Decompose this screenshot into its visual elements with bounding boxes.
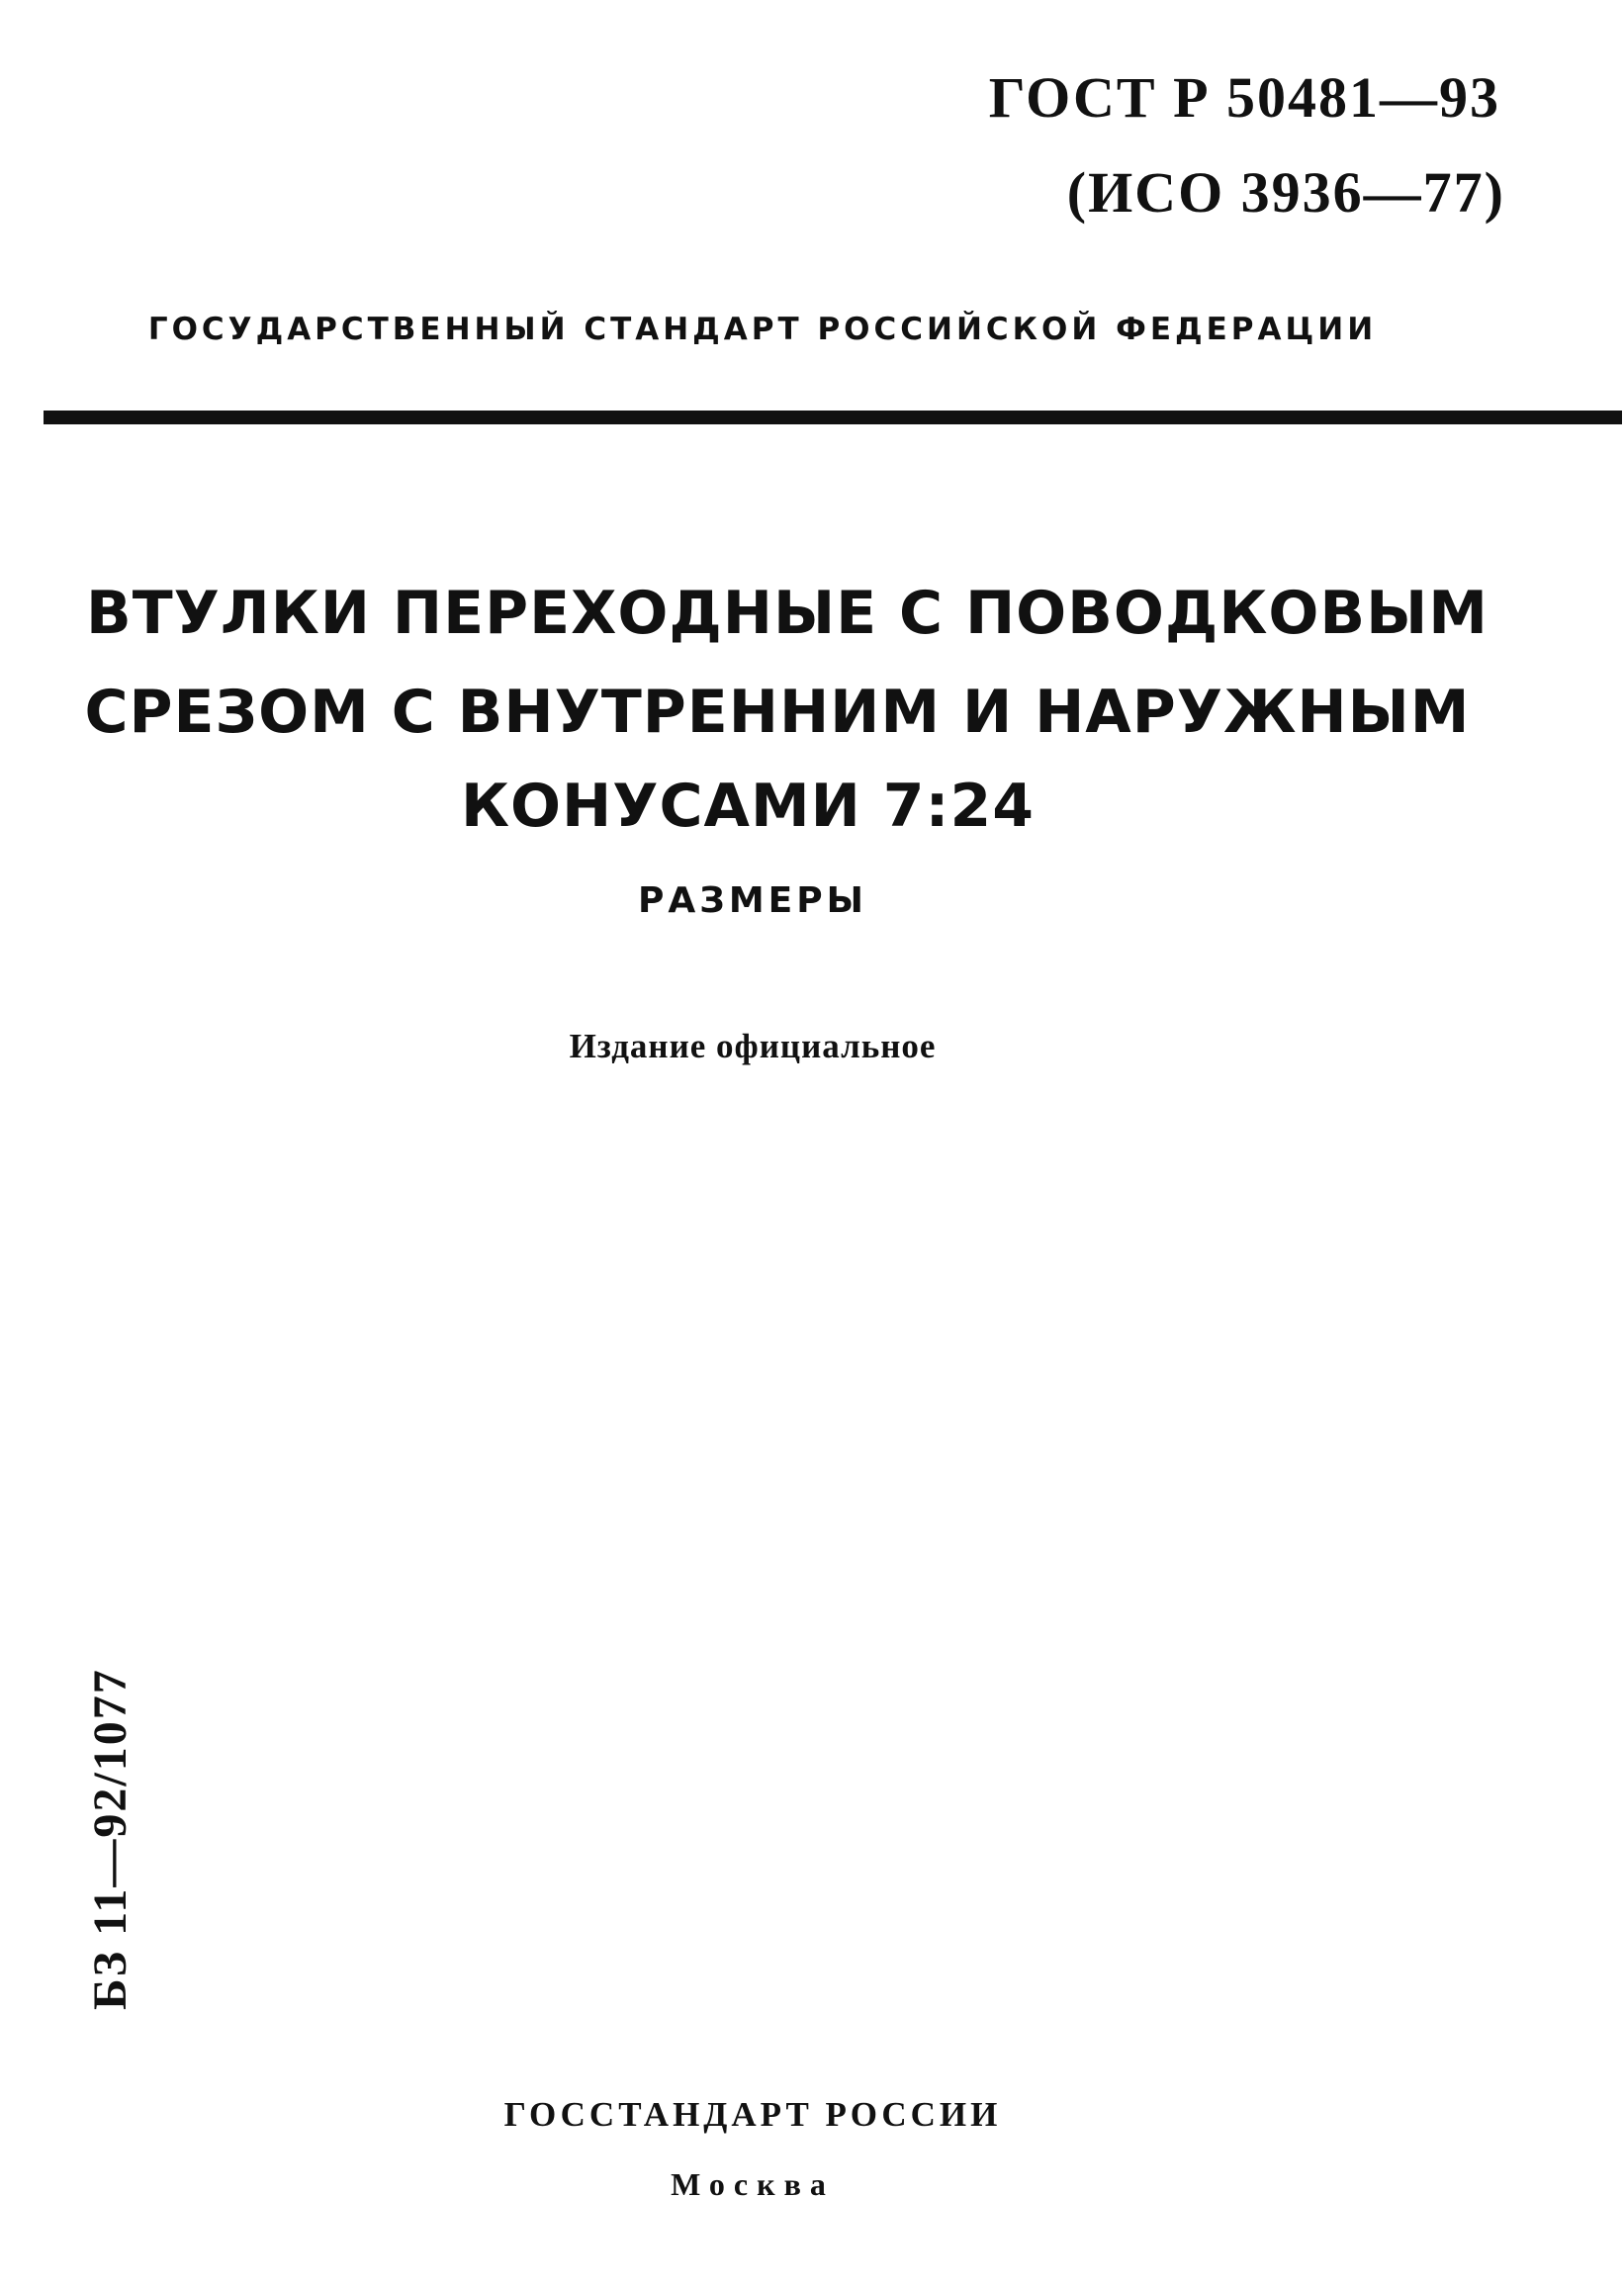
iso-number: (ИСО 3936—77): [1066, 160, 1505, 225]
document-title-line-2: СРЕЗОМ С ВНУТРЕННИМ И НАРУЖНЫМ: [84, 678, 1471, 747]
publisher-city: Москва: [671, 2166, 835, 2202]
document-title-line-1: ВТУЛКИ ПЕРЕХОДНЫЕ С ПОВОДКОВЫМ: [86, 579, 1489, 648]
edition-note: Издание официальное: [569, 1027, 937, 1065]
horizontal-rule: [44, 411, 1622, 424]
publisher-name: ГОССТАНДАРТ РОССИИ: [503, 2095, 1002, 2134]
document-subtitle: РАЗМЕРЫ: [638, 880, 867, 921]
side-code: БЗ 11—92/1077: [84, 1668, 136, 2010]
standard-number: ГОСТ Р 50481—93: [988, 65, 1500, 130]
state-standard-heading: ГОСУДАРСТВЕННЫЙ СТАНДАРТ РОССИЙСКОЙ ФЕДЕРАЦИИ: [147, 312, 1378, 347]
side-code-container: [81, 1417, 140, 2010]
document-title-line-3: КОНУСАМИ 7:24: [460, 772, 1036, 841]
